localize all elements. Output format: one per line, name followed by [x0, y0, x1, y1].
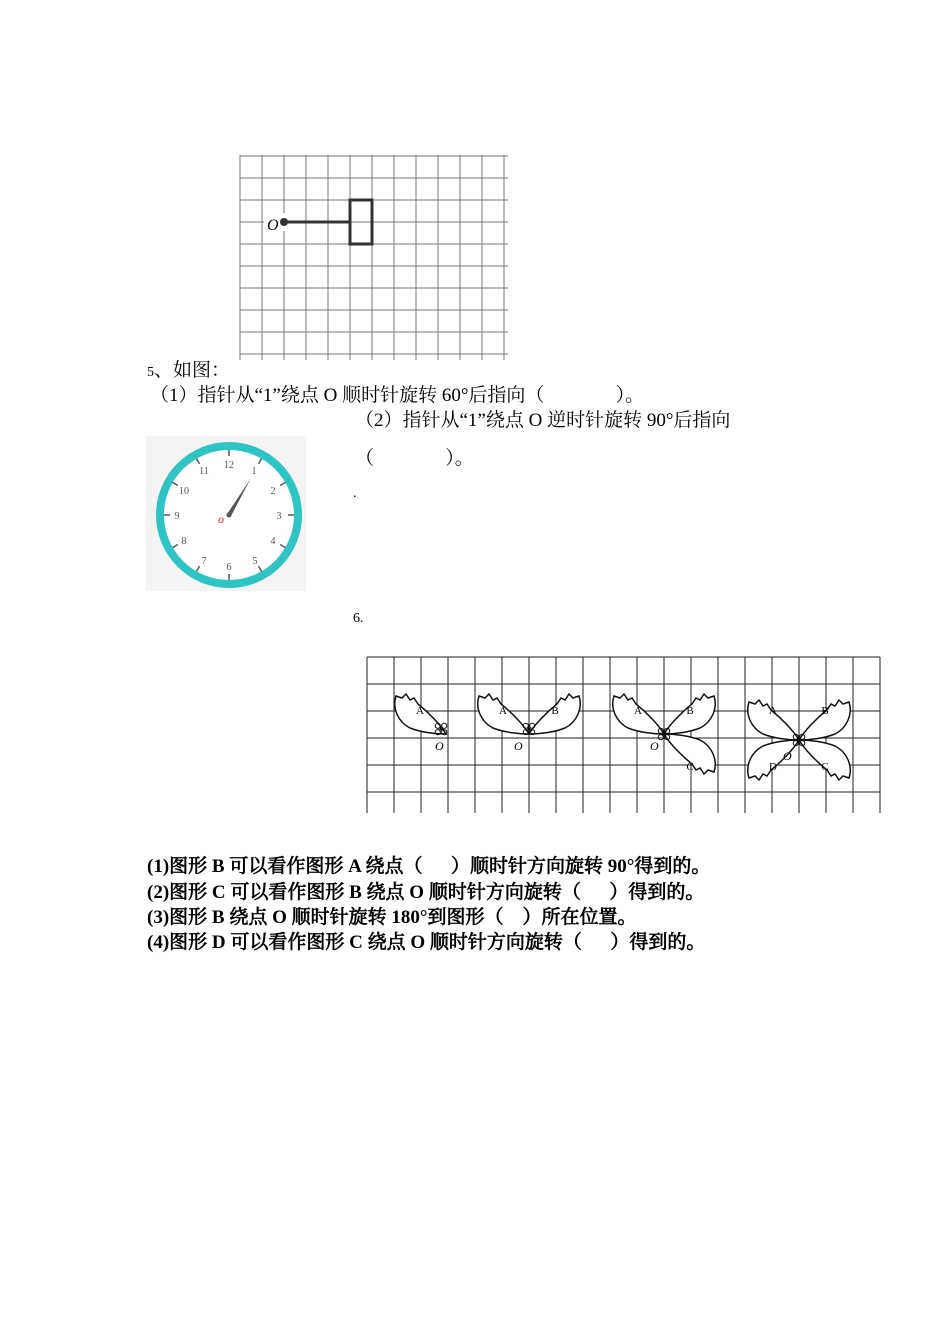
- petal-c: [799, 740, 850, 780]
- q6-question-2: (2)图形 C 可以看作图形 B 绕点 O 顺时针方向旋转（ ）得到的。: [147, 882, 705, 903]
- q5-part2: （2）指针从“1”绕点 O 逆时针旋转 90°后指向: [355, 410, 731, 431]
- clock-number-11: 11: [199, 466, 209, 477]
- q6-question-3: (3)图形 B 绕点 O 顺时针旋转 180°到图形（ ）所在位置。: [147, 907, 637, 928]
- clock-center: [227, 513, 232, 518]
- petal-label-a: A: [769, 705, 777, 717]
- center-label-o: O: [650, 739, 659, 753]
- petal-label-b: B: [821, 705, 829, 717]
- grid-figure-pointer: [238, 155, 510, 360]
- petal-label-c: C: [686, 761, 694, 773]
- center-label-o: O: [514, 739, 523, 753]
- petal-label-d: D: [769, 761, 777, 773]
- q5-number: 5: [147, 365, 154, 380]
- grid-lines: [240, 155, 508, 360]
- clock-number-9: 9: [174, 511, 180, 522]
- q5-heading: [147, 361, 230, 381]
- q6-number: 6.: [353, 611, 364, 626]
- petal-label-a: A: [416, 705, 424, 717]
- clock-number-8: 8: [181, 536, 187, 547]
- clock-number-6: 6: [226, 562, 232, 573]
- clock-number-12: 12: [224, 460, 234, 471]
- clock-number-1: 1: [251, 466, 257, 477]
- clock-number-7: 7: [201, 556, 207, 567]
- petal-label-b: B: [686, 705, 694, 717]
- petal-grid-figure: [366, 655, 882, 815]
- clock-figure: [146, 436, 306, 591]
- q6-question-4: (4)图形 D 可以看作图形 C 绕点 O 顺时针方向旋转（ ）得到的。: [147, 932, 706, 953]
- q5-dot: .: [353, 486, 357, 501]
- center-label-o: O: [783, 749, 792, 763]
- clock-number-2: 2: [270, 486, 276, 497]
- q6-question-1: (1)图形 B 可以看作图形 A 绕点（ ）顺时针方向旋转 90°得到的。: [147, 856, 711, 877]
- petal-label-b: B: [551, 705, 559, 717]
- petal-label-a: A: [634, 705, 642, 717]
- center-label-o: O: [435, 739, 444, 753]
- clock-number-4: 4: [270, 536, 276, 547]
- petal-label-a: A: [499, 705, 507, 717]
- q5-separator: 、: [154, 360, 174, 381]
- clock-number-3: 3: [276, 511, 282, 522]
- clock-center-label: o: [218, 512, 224, 526]
- clock-number-10: 10: [179, 486, 189, 497]
- point-label: O: [267, 217, 279, 234]
- q5-title: 如图：: [173, 360, 231, 381]
- q5-part1: （1）指针从“1”绕点 O 顺时针旋转 60°后指向（ ）。: [150, 385, 645, 406]
- clock-number-5: 5: [252, 556, 258, 567]
- center-dot: [280, 218, 288, 226]
- petal-label-c: C: [821, 761, 829, 773]
- q5-part2-answer: （ ）。: [355, 448, 474, 469]
